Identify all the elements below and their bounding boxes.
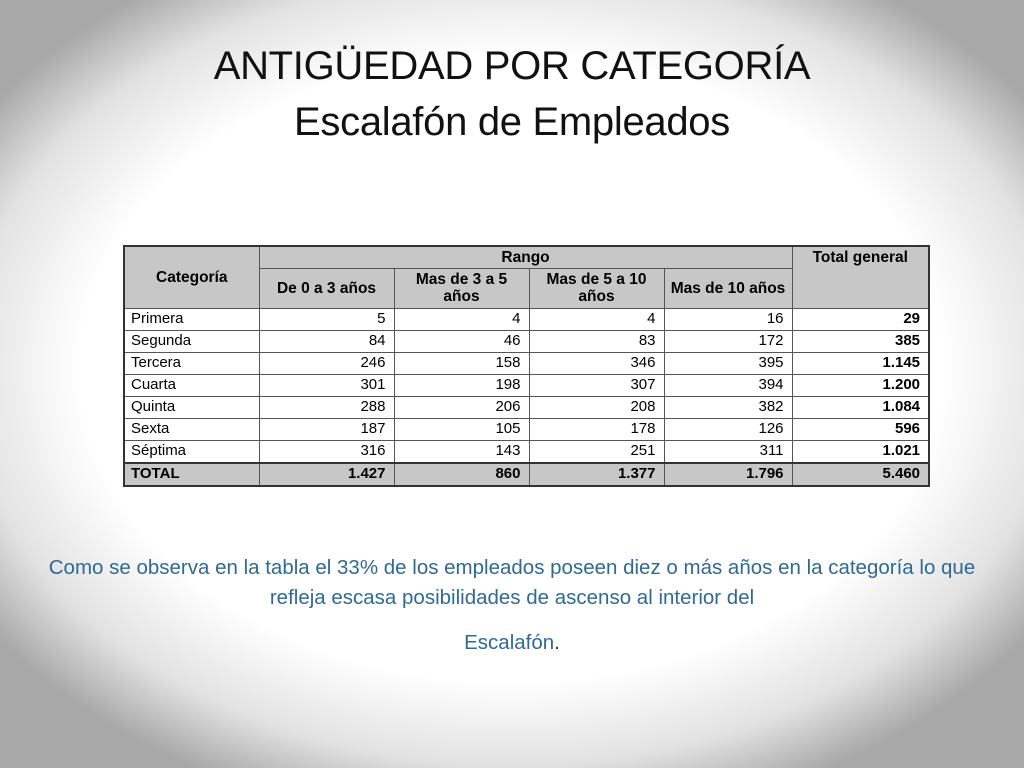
seniority-table bbox=[123, 245, 930, 487]
category-cell: Séptima bbox=[124, 440, 259, 463]
value-cell: 187 bbox=[259, 418, 394, 440]
value-cell: 307 bbox=[529, 374, 664, 396]
column-total-cell: 1.796 bbox=[664, 463, 792, 486]
total-row bbox=[124, 463, 929, 486]
table-row bbox=[124, 396, 929, 418]
value-cell: 126 bbox=[664, 418, 792, 440]
value-cell: 4 bbox=[529, 308, 664, 330]
category-cell: Tercera bbox=[124, 352, 259, 374]
row-total-cell: 29 bbox=[792, 308, 929, 330]
row-total-cell: 1.021 bbox=[792, 440, 929, 463]
value-cell: 251 bbox=[529, 440, 664, 463]
category-cell: Cuarta bbox=[124, 374, 259, 396]
range-col-header: Mas de 10 años bbox=[664, 268, 792, 308]
category-cell: Sexta bbox=[124, 418, 259, 440]
table-row bbox=[124, 308, 929, 330]
value-cell: 83 bbox=[529, 330, 664, 352]
value-cell: 172 bbox=[664, 330, 792, 352]
value-cell: 5 bbox=[259, 308, 394, 330]
row-total-cell: 596 bbox=[792, 418, 929, 440]
range-header: Rango bbox=[259, 246, 792, 268]
value-cell: 143 bbox=[394, 440, 529, 463]
row-total-cell: 1.145 bbox=[792, 352, 929, 374]
observation-period: . bbox=[554, 631, 560, 654]
grand-total-cell: 5.460 bbox=[792, 463, 929, 486]
column-total-cell: 860 bbox=[394, 463, 529, 486]
value-cell: 316 bbox=[259, 440, 394, 463]
observation-text-end bbox=[0, 628, 1024, 658]
value-cell: 311 bbox=[664, 440, 792, 463]
category-cell: Primera bbox=[124, 308, 259, 330]
title-line-2: Escalafón de Empleados bbox=[294, 100, 730, 144]
value-cell: 206 bbox=[394, 396, 529, 418]
category-cell: Quinta bbox=[124, 396, 259, 418]
value-cell: 301 bbox=[259, 374, 394, 396]
category-header: Categoría bbox=[124, 246, 259, 308]
value-cell: 382 bbox=[664, 396, 792, 418]
value-cell: 178 bbox=[529, 418, 664, 440]
value-cell: 46 bbox=[394, 330, 529, 352]
value-cell: 4 bbox=[394, 308, 529, 330]
range-col-header: De 0 a 3 años bbox=[259, 268, 394, 308]
value-cell: 288 bbox=[259, 396, 394, 418]
category-cell: Segunda bbox=[124, 330, 259, 352]
value-cell: 394 bbox=[664, 374, 792, 396]
value-cell: 395 bbox=[664, 352, 792, 374]
value-cell: 84 bbox=[259, 330, 394, 352]
table-row bbox=[124, 352, 929, 374]
value-cell: 208 bbox=[529, 396, 664, 418]
column-total-cell: 1.427 bbox=[259, 463, 394, 486]
observation-last-word: Escalafón bbox=[464, 631, 555, 654]
table-row bbox=[124, 330, 929, 352]
value-cell: 105 bbox=[394, 418, 529, 440]
value-cell: 346 bbox=[529, 352, 664, 374]
row-total-cell: 1.084 bbox=[792, 396, 929, 418]
column-total-cell: 1.377 bbox=[529, 463, 664, 486]
observation-text: Como se observa en la tabla el 33% de los empleados poseen diez o más años en la categoría lo que refleja escasa posibilidades de ascenso al interior del bbox=[48, 556, 976, 609]
row-total-cell: 1.200 bbox=[792, 374, 929, 396]
total-label-cell: TOTAL bbox=[124, 463, 259, 486]
value-cell: 198 bbox=[394, 374, 529, 396]
seniority-table-container bbox=[123, 245, 928, 485]
table-row bbox=[124, 440, 929, 463]
range-col-header: Mas de 5 a 10 años bbox=[529, 268, 664, 308]
slide-title bbox=[0, 38, 1024, 150]
value-cell: 246 bbox=[259, 352, 394, 374]
value-cell: 158 bbox=[394, 352, 529, 374]
range-col-header: Mas de 3 a 5 años bbox=[394, 268, 529, 308]
title-line-1: ANTIGÜEDAD POR CATEGORÍA bbox=[213, 44, 811, 88]
table-row bbox=[124, 374, 929, 396]
value-cell: 16 bbox=[664, 308, 792, 330]
total-general-header: Total general bbox=[792, 246, 929, 308]
row-total-cell: 385 bbox=[792, 330, 929, 352]
table-row bbox=[124, 418, 929, 440]
